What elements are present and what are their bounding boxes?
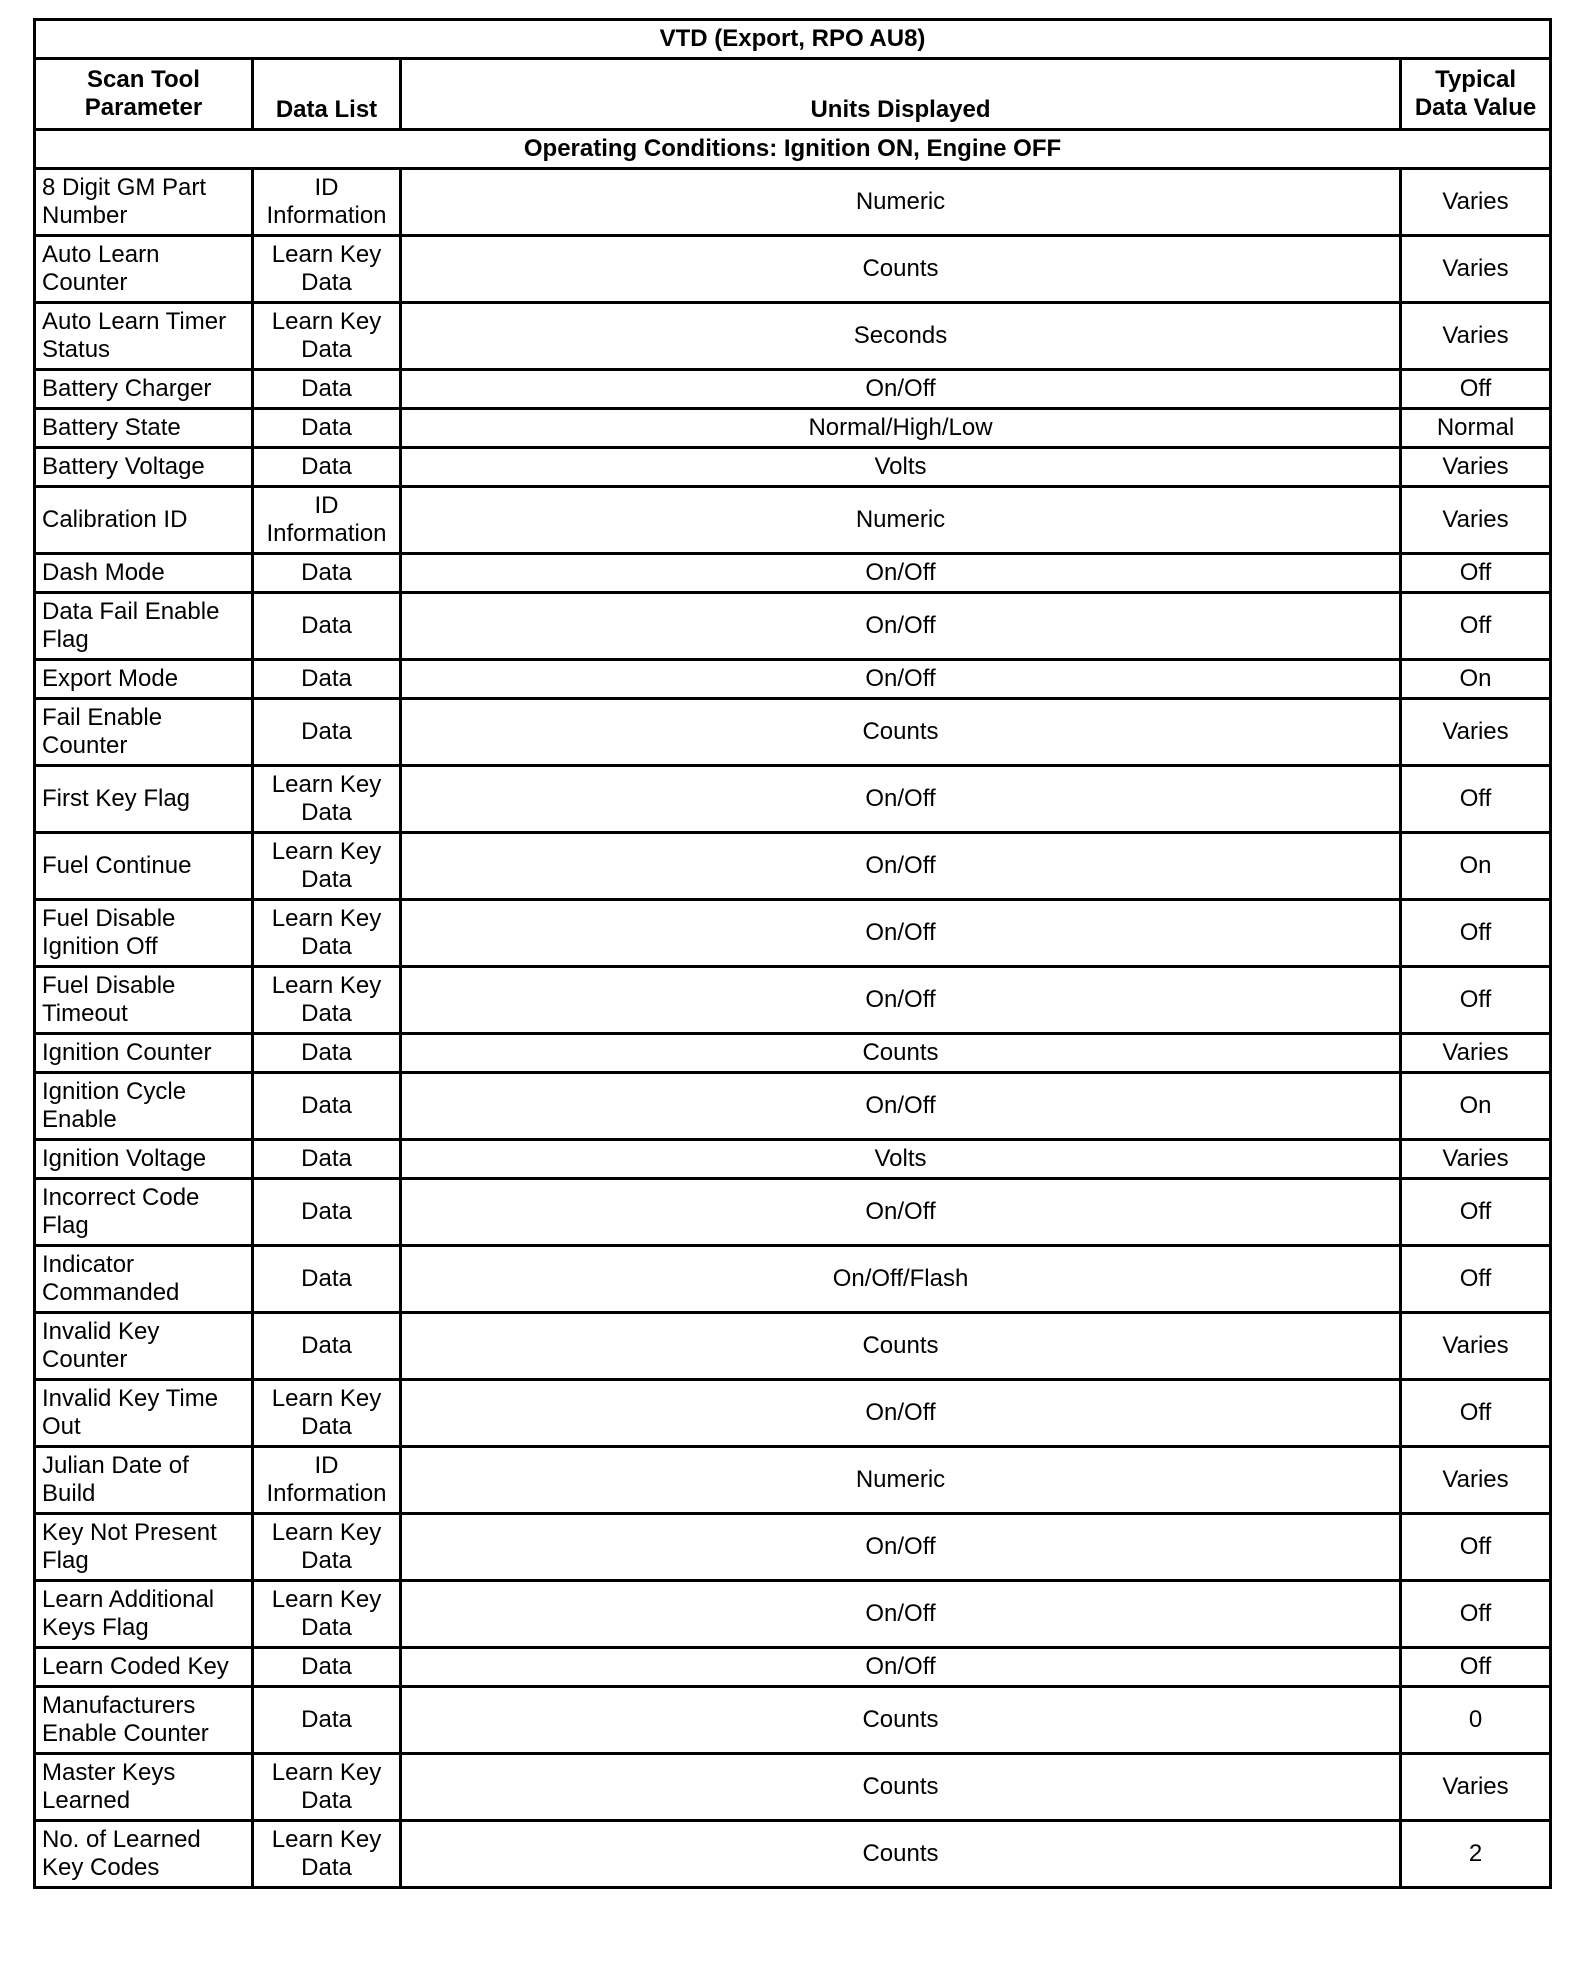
typical-value-cell-text: Off (1459, 1265, 1492, 1292)
units-cell-text: On/Off (865, 1600, 936, 1627)
parameter-cell-text: Battery Charger (42, 375, 212, 402)
data-list-cell-text: Learn Key Data (271, 771, 382, 826)
table-row (35, 1073, 1551, 1140)
units-cell (401, 900, 1401, 967)
table-row (35, 900, 1551, 967)
units-cell-text: On/Off (865, 1533, 936, 1560)
data-list-cell-text: Data (301, 1145, 352, 1172)
parameter-cell-text: Auto Learn Counter (42, 241, 160, 296)
parameter-cell-text: Fuel Continue (42, 852, 192, 879)
table-row (35, 409, 1551, 448)
header-units-displayed: Units Displayed (401, 59, 1401, 130)
units-cell (401, 1034, 1401, 1073)
parameter-cell-text: Key Not Present Flag (42, 1519, 217, 1574)
units-cell (401, 967, 1401, 1034)
units-cell-text: On/Off (865, 986, 936, 1013)
header-typical-data-value: Typical Data Value (1401, 59, 1551, 130)
parameter-cell (35, 370, 253, 409)
data-list-cell (253, 1140, 401, 1179)
data-list-cell (253, 1073, 401, 1140)
table-row (35, 1754, 1551, 1821)
data-list-cell (253, 967, 401, 1034)
parameter-cell (35, 766, 253, 833)
units-cell (401, 593, 1401, 660)
typical-value-cell-text: Varies (1442, 188, 1509, 215)
units-cell (401, 370, 1401, 409)
units-cell (401, 1246, 1401, 1313)
data-list-cell-text: Data (301, 1092, 352, 1119)
data-list-cell-text: Learn Key Data (271, 1759, 382, 1814)
units-cell-text: On/Off (865, 1653, 936, 1680)
typical-value-cell-text: 2 (1468, 1840, 1483, 1867)
units-cell-text: On/Off (865, 559, 936, 586)
parameter-cell-text: Fail Enable Counter (42, 704, 163, 759)
parameter-cell (35, 303, 253, 370)
parameter-cell (35, 967, 253, 1034)
units-cell-text: On/Off (865, 1399, 936, 1426)
units-cell (401, 766, 1401, 833)
table-row (35, 967, 1551, 1034)
table-row (35, 1246, 1551, 1313)
units-cell (401, 1687, 1401, 1754)
data-list-cell-text: Learn Key Data (271, 1826, 382, 1881)
typical-value-cell (1401, 1034, 1551, 1073)
parameter-cell (35, 833, 253, 900)
data-list-cell-text: Learn Key Data (271, 308, 382, 363)
parameter-cell-text: Auto Learn Timer Status (42, 308, 227, 363)
table-row (35, 1821, 1551, 1888)
typical-value-cell-text: Off (1459, 1653, 1492, 1680)
typical-value-cell (1401, 1754, 1551, 1821)
typical-value-cell (1401, 1687, 1551, 1754)
parameter-cell (35, 1581, 253, 1648)
units-cell-text: On/Off (865, 665, 936, 692)
units-cell-text: Volts (874, 453, 927, 480)
data-list-cell (253, 593, 401, 660)
units-cell-text: Numeric (855, 1466, 946, 1493)
typical-value-cell (1401, 699, 1551, 766)
table-row (35, 1648, 1551, 1687)
typical-value-cell-text: On (1459, 665, 1492, 692)
units-cell-text: On/Off (865, 919, 936, 946)
table-row (35, 1380, 1551, 1447)
units-cell-text: Counts (862, 1332, 939, 1359)
data-list-cell (253, 699, 401, 766)
data-list-cell (253, 370, 401, 409)
parameter-cell (35, 1034, 253, 1073)
data-list-cell (253, 169, 401, 236)
typical-value-cell-text: Off (1459, 986, 1492, 1013)
data-list-cell (253, 1179, 401, 1246)
units-cell (401, 1514, 1401, 1581)
typical-value-cell (1401, 967, 1551, 1034)
typical-value-cell-text: Varies (1442, 453, 1509, 480)
table-row (35, 833, 1551, 900)
data-list-cell-text: Learn Key Data (271, 1519, 382, 1574)
units-cell (401, 448, 1401, 487)
parameter-cell-text: No. of Learned Key Codes (42, 1826, 201, 1881)
typical-value-cell (1401, 169, 1551, 236)
units-cell (401, 236, 1401, 303)
units-cell (401, 1140, 1401, 1179)
data-list-cell-text: Data (301, 1332, 352, 1359)
data-list-cell (253, 1687, 401, 1754)
units-cell (401, 1821, 1401, 1888)
operating-conditions: Operating Conditions: Ignition ON, Engine OFF (35, 130, 1551, 169)
units-cell-text: Counts (862, 255, 939, 282)
typical-value-cell-text: On (1459, 852, 1492, 879)
data-list-cell (253, 409, 401, 448)
data-list-cell-text: Data (301, 718, 352, 745)
typical-value-cell (1401, 1179, 1551, 1246)
table-row (35, 1514, 1551, 1581)
table-row (35, 1179, 1551, 1246)
table-row (35, 660, 1551, 699)
units-cell-text: Seconds (853, 322, 948, 349)
parameter-cell-text: Manufacturers Enable Counter (42, 1692, 209, 1747)
units-cell-text: On/Off (865, 1092, 936, 1119)
parameter-cell-text: Indicator Commanded (42, 1251, 180, 1306)
parameter-cell (35, 448, 253, 487)
data-list-cell-text: ID Information (266, 1452, 387, 1507)
data-list-cell (253, 1514, 401, 1581)
data-list-cell-text: Learn Key Data (271, 972, 382, 1027)
data-list-cell (253, 1754, 401, 1821)
units-cell-text: Volts (874, 1145, 927, 1172)
parameter-cell-text: Dash Mode (42, 559, 165, 586)
data-list-cell-text: ID Information (266, 492, 387, 547)
parameter-cell (35, 1073, 253, 1140)
units-cell (401, 409, 1401, 448)
parameter-cell-text: Invalid Key Counter (42, 1318, 160, 1373)
units-cell-text: Counts (862, 1706, 939, 1733)
typical-value-cell (1401, 370, 1551, 409)
parameter-cell (35, 1648, 253, 1687)
parameter-cell-text: First Key Flag (42, 785, 191, 812)
parameter-cell (35, 409, 253, 448)
data-list-cell (253, 1447, 401, 1514)
units-cell (401, 1581, 1401, 1648)
table-row (35, 699, 1551, 766)
data-list-cell-text: Learn Key Data (271, 1586, 382, 1641)
parameter-cell (35, 660, 253, 699)
data-list-cell-text: Data (301, 453, 352, 480)
data-list-cell-text: Data (301, 1265, 352, 1292)
parameter-cell (35, 1246, 253, 1313)
operating-conditions-row (35, 130, 1551, 169)
typical-value-cell-text: Off (1459, 785, 1492, 812)
typical-value-cell (1401, 1073, 1551, 1140)
column-header-row (35, 59, 1551, 130)
table-row (35, 1034, 1551, 1073)
parameter-cell (35, 1821, 253, 1888)
data-list-cell-text: Learn Key Data (271, 1385, 382, 1440)
parameter-cell (35, 236, 253, 303)
units-cell-text: Numeric (855, 188, 946, 215)
data-list-cell-text: Learn Key Data (271, 905, 382, 960)
data-list-cell-text: Data (301, 559, 352, 586)
data-list-cell-text: Data (301, 1039, 352, 1066)
units-cell-text: Numeric (855, 506, 946, 533)
parameter-cell-text: Fuel Disable Timeout (42, 972, 176, 1027)
parameter-cell (35, 900, 253, 967)
parameter-cell-text: Ignition Cycle Enable (42, 1078, 187, 1133)
data-list-cell (253, 1246, 401, 1313)
typical-value-cell (1401, 900, 1551, 967)
parameter-cell-text: Export Mode (42, 665, 179, 692)
units-cell (401, 833, 1401, 900)
typical-value-cell (1401, 1581, 1551, 1648)
data-list-cell-text: Data (301, 665, 352, 692)
table-row (35, 1313, 1551, 1380)
table-row (35, 303, 1551, 370)
units-cell-text: Counts (862, 1773, 939, 1800)
table-title: VTD (Export, RPO AU8) (35, 20, 1551, 59)
units-cell (401, 660, 1401, 699)
units-cell (401, 487, 1401, 554)
data-list-cell (253, 1821, 401, 1888)
typical-value-cell-text: Varies (1442, 1332, 1509, 1359)
parameter-cell (35, 554, 253, 593)
units-cell (401, 1179, 1401, 1246)
typical-value-cell-text: Normal (1436, 414, 1515, 441)
typical-value-cell (1401, 1514, 1551, 1581)
parameter-cell-text: Battery Voltage (42, 453, 205, 480)
data-list-cell (253, 1581, 401, 1648)
parameter-cell-text: Fuel Disable Ignition Off (42, 905, 176, 960)
units-cell (401, 699, 1401, 766)
typical-value-cell-text: On (1459, 1092, 1492, 1119)
parameter-cell-text: Ignition Voltage (42, 1145, 207, 1172)
parameter-cell (35, 699, 253, 766)
units-cell (401, 169, 1401, 236)
vtd-data-table (33, 18, 1552, 1889)
data-list-cell (253, 1034, 401, 1073)
table-row (35, 169, 1551, 236)
units-cell (401, 554, 1401, 593)
typical-value-cell-text: Off (1459, 919, 1492, 946)
data-list-cell (253, 236, 401, 303)
data-list-cell (253, 1648, 401, 1687)
data-list-cell (253, 487, 401, 554)
typical-value-cell (1401, 1447, 1551, 1514)
table-row (35, 554, 1551, 593)
typical-value-cell (1401, 1380, 1551, 1447)
parameter-cell (35, 1380, 253, 1447)
parameter-cell (35, 1447, 253, 1514)
parameter-cell (35, 169, 253, 236)
table-title-row (35, 20, 1551, 59)
table-row (35, 236, 1551, 303)
units-cell-text: Normal/High/Low (808, 414, 993, 441)
units-cell-text: On/Off (865, 375, 936, 402)
data-list-cell-text: Learn Key Data (271, 241, 382, 296)
parameter-cell-text: Incorrect Code Flag (42, 1184, 200, 1239)
table-body (35, 169, 1551, 1888)
units-cell (401, 1313, 1401, 1380)
units-cell-text: On/Off (865, 852, 936, 879)
typical-value-cell (1401, 660, 1551, 699)
table-row (35, 593, 1551, 660)
data-list-cell-text: Data (301, 375, 352, 402)
data-list-cell (253, 766, 401, 833)
parameter-cell (35, 1754, 253, 1821)
units-cell-text: On/Off (865, 785, 936, 812)
table-row (35, 1447, 1551, 1514)
typical-value-cell-text: Off (1459, 1198, 1492, 1225)
typical-value-cell-text: Off (1459, 612, 1492, 639)
units-cell-text: On/Off (865, 612, 936, 639)
typical-value-cell (1401, 1648, 1551, 1687)
table-row (35, 448, 1551, 487)
units-cell-text: Counts (862, 1039, 939, 1066)
parameter-cell (35, 1179, 253, 1246)
typical-value-cell-text: Varies (1442, 718, 1509, 745)
parameter-cell (35, 593, 253, 660)
data-list-cell (253, 833, 401, 900)
typical-value-cell-text: Off (1459, 375, 1492, 402)
typical-value-cell (1401, 554, 1551, 593)
typical-value-cell-text: Varies (1442, 322, 1509, 349)
header-scan-tool-parameter: Scan Tool Parameter (35, 59, 253, 130)
parameter-cell-text: Master Keys Learned (42, 1759, 176, 1814)
parameter-cell (35, 1140, 253, 1179)
data-list-cell (253, 1380, 401, 1447)
units-cell-text: Counts (862, 1840, 939, 1867)
typical-value-cell-text: Varies (1442, 255, 1509, 282)
units-cell-text: On/Off (865, 1198, 936, 1225)
units-cell (401, 1648, 1401, 1687)
units-cell (401, 303, 1401, 370)
data-list-cell-text: Data (301, 612, 352, 639)
table-row (35, 1140, 1551, 1179)
vtd-data-table-wrapper (33, 18, 1549, 1889)
parameter-cell-text: Calibration ID (42, 506, 188, 533)
table-row (35, 1581, 1551, 1648)
data-list-cell-text: Learn Key Data (271, 838, 382, 893)
typical-value-cell-text: 0 (1468, 1706, 1483, 1733)
data-list-cell-text: Data (301, 1198, 352, 1225)
typical-value-cell-text: Off (1459, 1600, 1492, 1627)
typical-value-cell (1401, 1821, 1551, 1888)
parameter-cell-text: Battery State (42, 414, 181, 441)
table-row (35, 1687, 1551, 1754)
typical-value-cell (1401, 409, 1551, 448)
typical-value-cell (1401, 766, 1551, 833)
typical-value-cell-text: Varies (1442, 1466, 1509, 1493)
table-row (35, 370, 1551, 409)
parameter-cell-text: Data Fail Enable Flag (42, 598, 220, 653)
parameter-cell (35, 1687, 253, 1754)
data-list-cell (253, 900, 401, 967)
parameter-cell (35, 1514, 253, 1581)
table-row (35, 487, 1551, 554)
parameter-cell (35, 487, 253, 554)
parameter-cell-text: Invalid Key Time Out (42, 1385, 219, 1440)
typical-value-cell-text: Off (1459, 1399, 1492, 1426)
typical-value-cell (1401, 1140, 1551, 1179)
data-list-cell (253, 303, 401, 370)
data-list-cell (253, 660, 401, 699)
typical-value-cell-text: Off (1459, 559, 1492, 586)
parameter-cell (35, 1313, 253, 1380)
parameter-cell-text: Learn Additional Keys Flag (42, 1586, 215, 1641)
data-list-cell-text: Data (301, 1706, 352, 1733)
typical-value-cell-text: Varies (1442, 1773, 1509, 1800)
typical-value-cell (1401, 593, 1551, 660)
units-cell-text: On/Off/Flash (832, 1265, 969, 1292)
units-cell-text: Counts (862, 718, 939, 745)
units-cell (401, 1380, 1401, 1447)
parameter-cell-text: Julian Date of Build (42, 1452, 189, 1507)
parameter-cell-text: Learn Coded Key (42, 1653, 229, 1680)
table-row (35, 766, 1551, 833)
typical-value-cell-text: Varies (1442, 1145, 1509, 1172)
data-list-cell (253, 448, 401, 487)
typical-value-cell-text: Varies (1442, 1039, 1509, 1066)
units-cell (401, 1073, 1401, 1140)
units-cell (401, 1447, 1401, 1514)
data-list-cell-text: ID Information (266, 174, 387, 229)
parameter-cell-text: 8 Digit GM Part Number (42, 174, 207, 229)
parameter-cell-text: Ignition Counter (42, 1039, 212, 1066)
data-list-cell-text: Data (301, 1653, 352, 1680)
typical-value-cell (1401, 833, 1551, 900)
typical-value-cell (1401, 1313, 1551, 1380)
units-cell (401, 1754, 1401, 1821)
data-list-cell-text: Data (301, 414, 352, 441)
header-data-list: Data List (253, 59, 401, 130)
typical-value-cell (1401, 487, 1551, 554)
data-list-cell (253, 1313, 401, 1380)
typical-value-cell (1401, 448, 1551, 487)
typical-value-cell (1401, 303, 1551, 370)
typical-value-cell (1401, 236, 1551, 303)
typical-value-cell-text: Off (1459, 1533, 1492, 1560)
data-list-cell (253, 554, 401, 593)
typical-value-cell (1401, 1246, 1551, 1313)
typical-value-cell-text: Varies (1442, 506, 1509, 533)
